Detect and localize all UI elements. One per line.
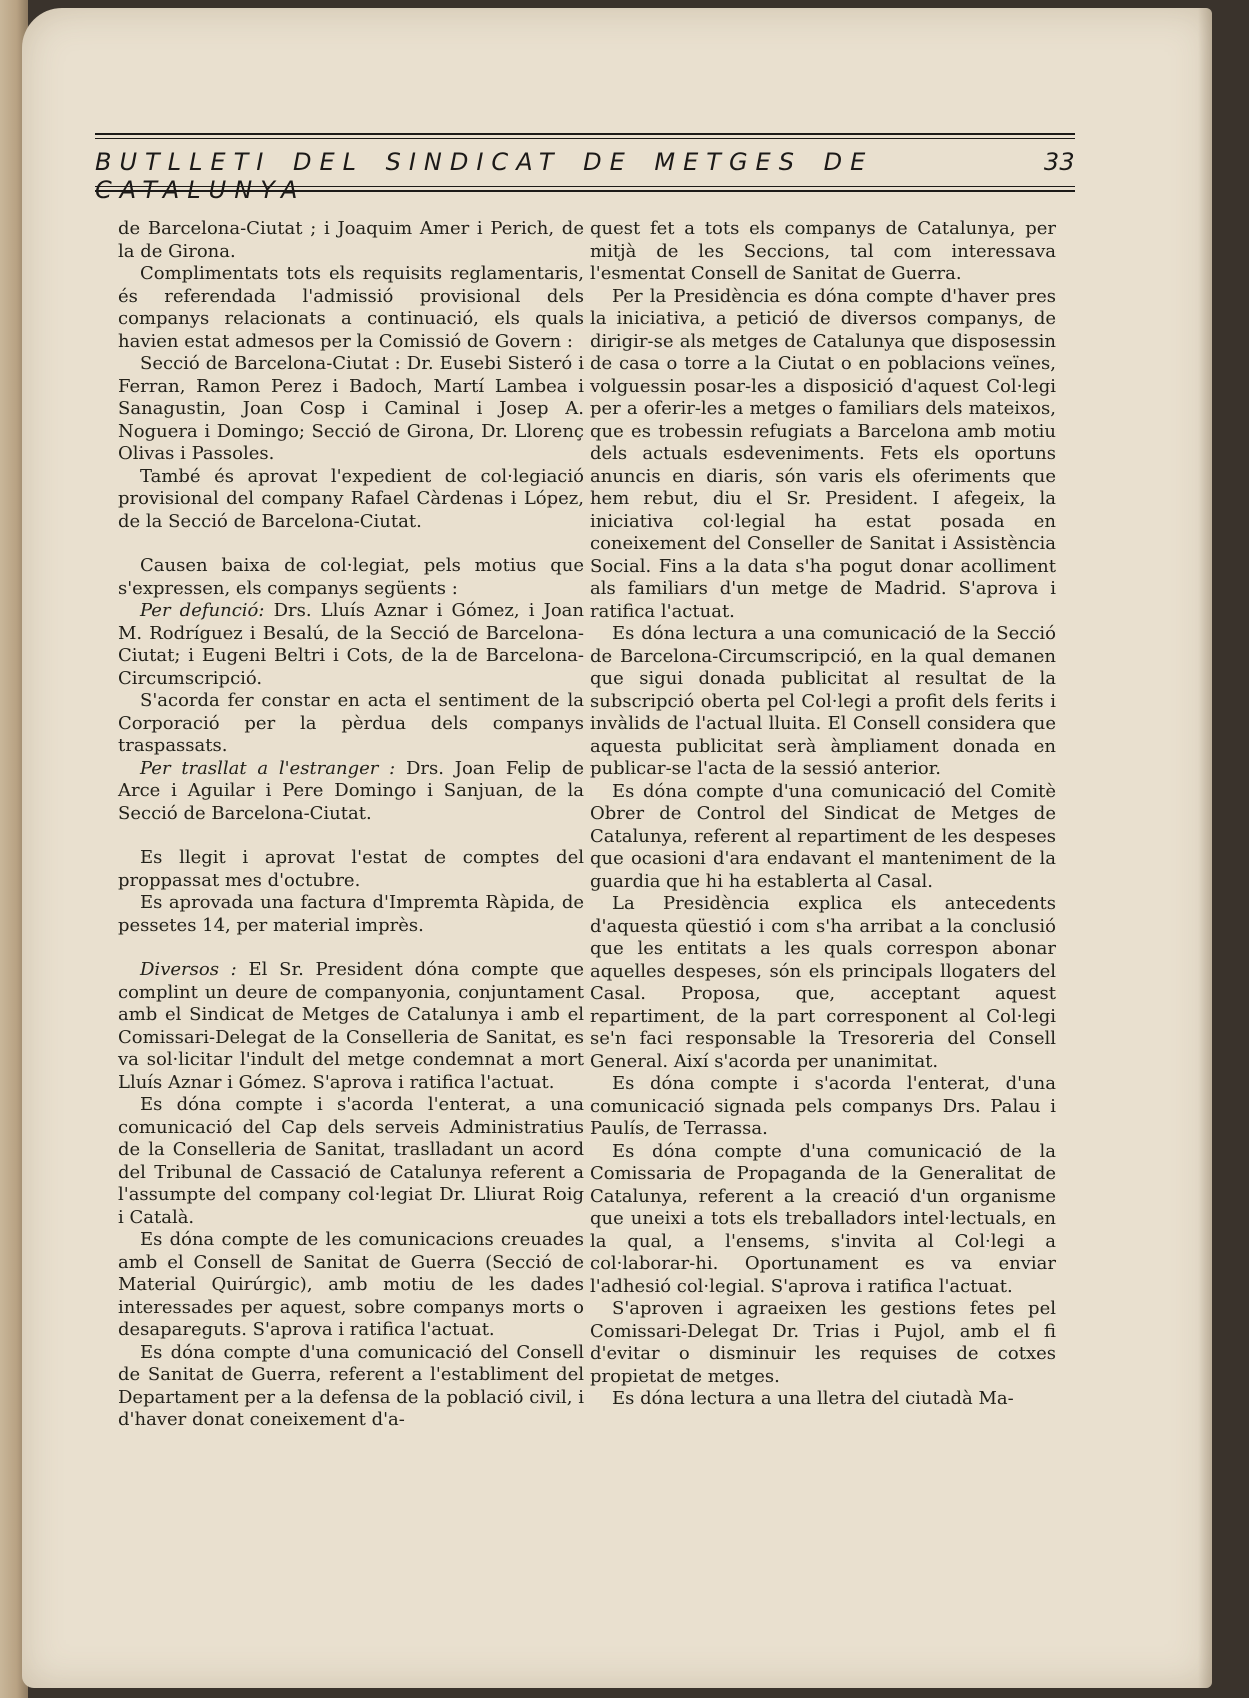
paragraph: de Barcelona-Ciutat ; i Joaquim Amer i Perich, de la de Girona. bbox=[118, 218, 584, 262]
paragraph: La Presidència explica els antecedents d'aquesta qüestió i com s'ha arribat a la conclusió que les entitats a les quals correspon abonar aquelles despeses, són els principals llogaters del Casal. Proposa, que, acceptant aquest repartiment, de la part corresponent al Col·legi se'n faci responsable la Tresoreria del Consell General. Així s'acorda per unanimitat. bbox=[590, 893, 1056, 1072]
italic-label: Per trasllat a l'estranger : bbox=[140, 757, 396, 779]
page-number: 33 bbox=[1043, 148, 1075, 176]
paragraph: Es dóna compte de les comunicacions creuades amb el Consell de Sanitat de Guerra (Secció de Material Quirúrgic), amb motiu de les dades interessades per aquest, sobre companys morts o desapareguts. S'aprova i ratifica l'actuat. bbox=[118, 1229, 584, 1340]
italic-label: Per defunció: bbox=[140, 600, 265, 621]
paragraph: Per la Presidència es dóna compte d'haver pres la iniciativa, a petició de diversos companys, de dirigir-se als metges de Catalunya que disposessin de casa o torre a la Ciutat o en poblacions veïnes, volguessin posar-les a disposició d'aquest Col·legi per a oferir-les a metges o familiars dels mateixos, que es trobessin refugiats a Barcelona amb motiu dels actuals esdeveniments. Fets els oportuns anuncis en diaris, són varis els oferiments que hem rebut, diu el Sr. President. I afegeix, la iniciativa col·legial ha estat posada en coneixement del Conseller de Sanitat i Assistència Social. Fins a la data s'ha pogut donar acolliment als familiars d'un metge de Madrid. S'aprova i ratifica l'actuat. bbox=[590, 285, 1056, 622]
paragraph: Es dóna compte d'una comunicació del Comitè Obrer de Control del Sindicat de Metges de Catalunya, referent al repartiment de les despeses que ocasioni d'ara endavant el manteniment de la guardia que hi ha establerta al Casal. bbox=[590, 780, 1056, 892]
paragraph: Es dóna lectura a una comunicació de la Secció de Barcelona-Circumscripció, en la qual demanen que sigui donada publicitat al resultat de la subscripció oberta pel Col·legi a profit dels ferits i invàlids de l'actual lluita. El Consell considera que aquesta publicitat serà àmpliament donada en publicar-se l'acta de la sessió anterior. bbox=[590, 623, 1056, 779]
paragraph: Causen baixa de col·legiat, pels motius que s'expressen, els companys següents : bbox=[118, 555, 584, 599]
paragraph-text: El Sr. President dóna compte que complint un deure de companyonia, conjuntament amb el Sindicat de Metges de Catalunya i amb el Comissari-Delegat de la Conselleria de Sanitat, es va sol·licitar l'indult del metge condemnat a mort Lluís Aznar i Gómez. S'aprova i ratifica l'actuat. bbox=[118, 959, 584, 1093]
right-column bbox=[590, 218, 1056, 1411]
paragraph: quest fet a tots els companys de Catalunya, per mitjà de les Seccions, tal com interessava l'esmentat Consell de Sanitat de Guerra. bbox=[590, 218, 1056, 284]
paragraph-text: Drs. Lluís Aznar i Gómez, i Joan M. Rodríguez i Besalú, de la Secció de Barcelona-Ciutat; i Eugeni Beltri i Cots, de la de Barcelona-Circumscripció. bbox=[118, 600, 584, 689]
paragraph: Es dóna compte i s'acorda l'enterat, a una comunicació del Cap dels serveis Administratius de la Conselleria de Sanitat, traslladant un acord del Tribunal de Cassació de Catalunya referent a l'assumpte del company col·legiat Dr. Lliurat Roig i Català. bbox=[118, 1094, 584, 1228]
running-header bbox=[95, 148, 1075, 182]
paragraph: Es dóna compte i s'acorda l'enterat, d'una comunicació signada pels companys Drs. Palau i Paulís, de Terrassa. bbox=[590, 1073, 1056, 1139]
header-rule-top bbox=[95, 133, 1075, 135]
paragraph: S'acorda fer constar en acta el sentiment de la Corporació per la pèrdua dels companys traspassats. bbox=[118, 690, 584, 756]
header-rule-bottom bbox=[95, 190, 1075, 192]
paragraph: Es dóna lectura a una lletra del ciutadà Ma- bbox=[612, 1388, 1014, 1409]
page-edge-shadow bbox=[1198, 8, 1212, 1688]
paragraph: Secció de Barcelona-Ciutat : Dr. Eusebi Sisteró i Ferran, Ramon Perez i Badoch, Martí Lambea i Sanagustin, Joan Cosp i Caminal i Josep A. Noguera i Domingo; Secció de Girona, Dr. Llorenç Olivas i Passoles. bbox=[118, 353, 584, 464]
paragraph: Es dóna compte d'una comunicació de la Comissaria de Propaganda de la Generalitat de Catalunya, referent a la creació d'un organisme que uneixi a tots els treballadors intel·lectuals, en la qual, a l'ensems, s'invita al Col·legi a col·laborar-hi. Oportunament es va enviar l'adhesió col·legial. S'aprova i ratifica l'actuat. bbox=[590, 1140, 1056, 1297]
paragraph bbox=[118, 600, 584, 690]
paragraph-text: Drs. Joan Felip de Arce i Aguilar i Pere Domingo i Sanjuan, de la Secció de Barcelona-Ciutat. bbox=[118, 757, 584, 824]
paragraph: Es llegit i aprovat l'estat de comptes del proppassat mes d'octubre. bbox=[118, 847, 584, 891]
paragraph: Complimentats tots els requisits reglamentaris, és referendada l'admissió provisional dels companys relacionats a continuació, els quals havien estat admesos per la Comissió de Govern : bbox=[118, 263, 584, 352]
paragraph bbox=[118, 758, 584, 826]
header-rule-bottom-thin bbox=[95, 186, 1075, 187]
journal-title: BUTLLETI DEL SINDICAT DE METGES DE bbox=[95, 148, 874, 176]
left-column bbox=[118, 218, 584, 1432]
paragraph: També és aprovat l'expedient de col·legiació provisional del company Rafael Càrdenas i López, de la Secció de Barcelona-Ciutat. bbox=[118, 465, 584, 532]
paragraph: Es aprovada una factura d'Impremta Ràpida, de pessetes 14, per material imprès. bbox=[118, 892, 584, 936]
italic-label: Diversos : bbox=[140, 959, 237, 980]
paragraph bbox=[118, 959, 584, 1094]
header-rule-top-thin bbox=[95, 138, 1075, 139]
paragraph: Es dóna compte d'una comunicació del Consell de Sanitat de Guerra, referent a l'establiment del Departament per a la defensa de la població civil, i d'haver donat coneixement d'a- bbox=[118, 1341, 584, 1430]
paragraph: S'aproven i agraeixen les gestions fetes pel Comissari-Delegat Dr. Trias i Pujol, amb el fi d'evitar o disminuir les requises de cotxes propietat de metges. bbox=[590, 1298, 1056, 1387]
